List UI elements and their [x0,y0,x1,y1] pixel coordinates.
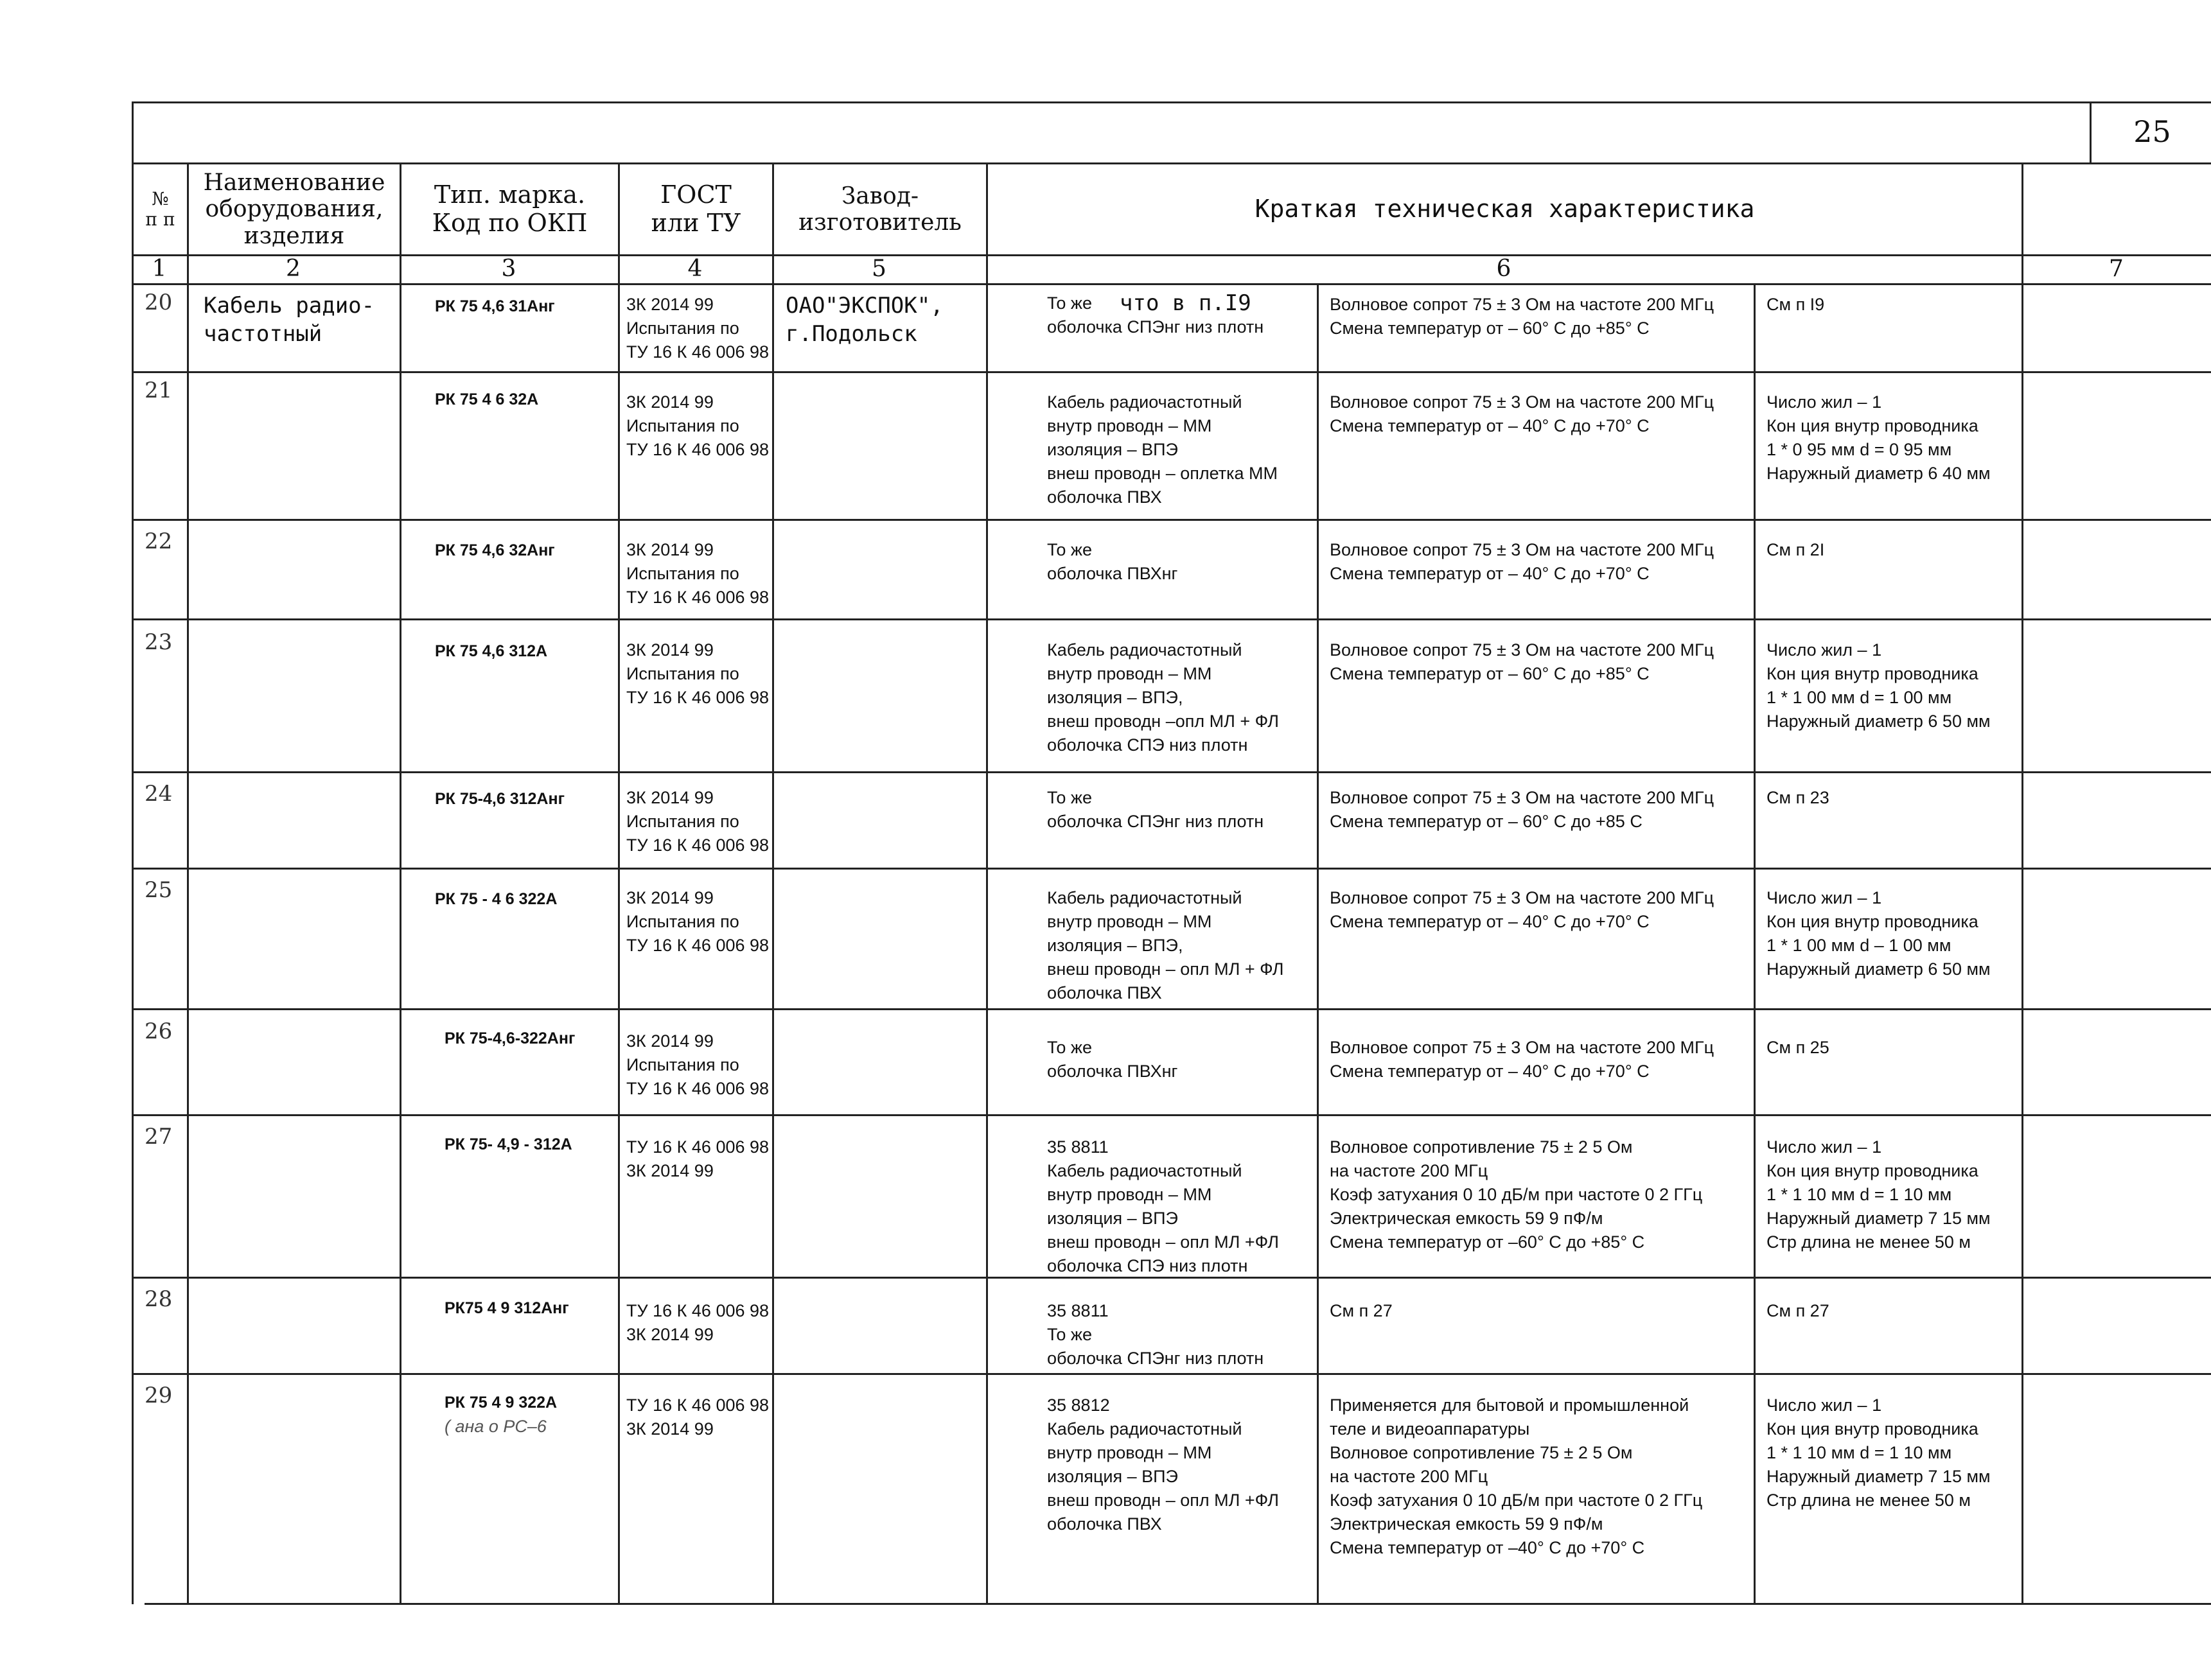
col-sep-3 [618,162,620,1604]
description-cell: То же оболочка ПВХнг [1047,1038,1178,1081]
col-sep-2 [400,162,401,1604]
gost-cell: ТУ 16 К 46 006 98 3К 2014 99 [626,1396,770,1439]
row-sep-21 [132,519,2211,521]
frame-left-line [132,101,134,1604]
gost-cell: 3К 2014 99 Испытания по ТУ 16 К 46 006 98 [626,540,770,607]
cable-mark: РК 75 4 9 322А [445,1394,558,1412]
row-sep-28 [132,1373,2211,1375]
cable-mark: РК 75-4,6-322Анг [445,1029,576,1047]
extra-cell: Число жил – 1 Кон ция внутр проводника 1 * 1 00 мм d = 1 00 мм Наружный диаметр 6 50 мм [1766,640,1991,731]
spec-cell: Волновое сопрот 75 ± 3 Ом на частоте 200 МГц Смена температур от – 60° С до +85° С [1330,640,1714,683]
row-number: 26 [145,1019,173,1044]
row-number: 24 [145,781,173,807]
spec-cell: Волновое сопрот 75 ± 3 Ом на частоте 200 МГц Смена температур от – 40° С до +70° С [1330,1038,1714,1081]
row-number: 28 [145,1286,173,1312]
frame-bottom-line [145,1603,2211,1605]
description-cell: То же [1047,293,1092,313]
header-manufacturer: Завод- изготовитель [798,182,962,236]
description-cell: 35 8811 То же оболочка СПЭнг низ плотн [1047,1301,1264,1368]
spec-cell: Волновое сопрот 75 ± 3 Ом на частоте 200 МГц Смена температур от – 60° С до +85° С [1330,295,1714,338]
row-sep-25 [132,1008,2211,1010]
extra-cell: См п I9 [1766,295,1825,314]
row-sep-26 [132,1114,2211,1116]
col-sep-1 [187,162,189,1604]
cable-mark-note: ( ана о РС–6 [445,1417,547,1436]
cable-mark: РК 75 4,6 31Анг [435,297,555,315]
sub-sep-b [1754,283,1756,1604]
row-sep-20 [132,371,2211,373]
cable-mark: РК 75 - 4 6 322А [435,890,558,908]
description-cell: Кабель радиочастотный внутр проводн – ММ изоляция – ВПЭ, внеш проводн –опл МЛ + ФЛ оболочка СПЭ низ плотн [1047,640,1279,755]
spec-cell: См п 27 [1330,1301,1393,1320]
row-number: 20 [145,290,173,315]
col-sep-5 [986,162,988,1604]
description-cell: То же оболочка ПВХнг [1047,540,1178,583]
header-type: Тип. марка. Код по ОКП [432,180,588,237]
extra-cell: См п 25 [1766,1038,1829,1057]
spec-cell: Волновое сопрот 75 ± 3 Ом на частоте 200 МГц Смена температур от – 40° С до +70° С [1330,888,1714,931]
gost-cell: 3К 2014 99 Испытания по ТУ 16 К 46 006 98 [626,640,770,707]
gost-cell: ТУ 16 К 46 006 98 3К 2014 99 [626,1301,770,1344]
colnum-2: 2 [286,256,301,282]
spec-cell: Волновое сопрот 75 ± 3 Ом на частоте 200 МГц Смена температур от – 40° С до +70° С [1330,392,1714,435]
extra-cell: Число жил – 1 Кон ция внутр проводника 1 * 0 95 мм d = 0 95 мм Наружный диаметр 6 40 мм [1766,392,1991,483]
gost-cell: 3К 2014 99 Испытания по ТУ 16 К 46 006 98 [626,1031,770,1098]
colnum-7: 7 [2109,256,2124,282]
spec-cell: Применяется для бытовой и промышленной теле и видеоаппаратуры Волновое сопротивление 75 ± 2 5 Ом на частоте 200 МГц Коэф затухания 0 10 дБ/м при частоте 0 2 ГГц Электрическая емкость 59 9 пФ/м Смена температур от –40° С до +70° С [1330,1396,1703,1557]
gost-cell: ТУ 16 К 46 006 98 3К 2014 99 [626,1137,770,1180]
frame-top-line [132,101,2211,103]
colnum-3: 3 [501,256,516,282]
extra-cell: См п 23 [1766,788,1829,807]
colnum-6: 6 [1496,256,1511,282]
header-name: Наименование оборудования, изделия [203,169,385,249]
row-number: 27 [145,1124,173,1150]
gost-cell: 3К 2014 99 Испытания по ТУ 16 К 46 006 98 [626,888,770,955]
colnum-1: 1 [152,256,167,282]
colnum-5: 5 [872,256,886,282]
extra-cell: См п 2I [1766,540,1825,559]
gost-cell: 3К 2014 99 Испытания по ТУ 16 К 46 006 98 [626,392,770,459]
cable-mark: РК 75-4,6 312Анг [435,790,565,808]
row-number: 29 [145,1383,173,1408]
gost-cell: 3К 2014 99 Испытания по ТУ 16 К 46 006 98 [626,788,770,855]
col-sep-4 [772,162,774,1604]
description-cell: 35 8811 Кабель радиочастотный внутр проводн – ММ изоляция – ВПЭ внеш проводн – опл МЛ +ФЛ оболочка СПЭ низ плотн [1047,1137,1279,1275]
sub-sep-a [1317,283,1319,1604]
specification-sheet [132,101,2211,1604]
col-sep-6 [2022,162,2023,1604]
description-cell: 35 8812 Кабель радиочастотный внутр проводн – ММ изоляция – ВПЭ внеш проводн – опл МЛ +ФЛ оболочка ПВХ [1047,1396,1279,1534]
row-sep-23 [132,771,2211,773]
manufacturer-name: ОАО"ЭКСПОК", г.Подольск [786,293,944,347]
product-name: Кабель радио- частотный [204,293,375,347]
description-cell: То же оболочка СПЭнг низ плотн [1047,788,1264,831]
row-number: 23 [145,629,173,655]
cable-mark: РК 75 4,6 32Анг [435,541,555,559]
row-number: 21 [145,378,173,403]
row-sep-24 [132,868,2211,870]
spec-cell: Волновое сопрот 75 ± 3 Ом на частоте 200 МГц Смена температур от – 40° С до +70° С [1330,540,1714,583]
gost-cell: 3К 2014 99 Испытания по ТУ 16 К 46 006 98 [626,295,770,362]
header-number: № п п [145,188,175,230]
row-sep-22 [132,618,2211,620]
spec-cell: Волновое сопротивление 75 ± 2 5 Ом на частоте 200 МГц Коэф затухания 0 10 дБ/м при частоте 0 2 ГГц Электрическая емкость 59 9 пФ/м Смена температур от –60° С до +85° С [1330,1137,1703,1252]
row-number: 25 [145,877,173,903]
description-cell: оболочка СПЭнг низ плотн [1047,317,1264,337]
row-number: 22 [145,529,173,554]
extra-cell: См п 27 [1766,1301,1829,1320]
extra-cell: Число жил – 1 Кон ция внутр проводника 1 * 1 00 мм d – 1 00 мм Наружный диаметр 6 50 мм [1766,888,1991,979]
cable-mark: РК 75 4 6 32А [435,390,539,408]
header-characteristics: Краткая техническая характеристика [1255,195,1755,223]
description-cell: Кабель радиочастотный внутр проводн – ММ изоляция – ВПЭ внеш проводн – оплетка ММ оболочка ПВХ [1047,392,1278,507]
description-handwritten: что в п.I9 [1120,290,1251,316]
cable-mark: РК 75 4,6 312А [435,642,548,660]
colnum-4: 4 [687,256,703,282]
extra-cell: Число жил – 1 Кон ция внутр проводника 1 * 1 10 мм d = 1 10 мм Наружный диаметр 7 15 мм Стр длина не менее 50 м [1766,1137,1991,1252]
description-cell: Кабель радиочастотный внутр проводн – ММ изоляция – ВПЭ, внеш проводн – опл МЛ + ФЛ оболочка ПВХ [1047,888,1284,1002]
header-gost: ГОСТ или ТУ [651,180,741,237]
page-number: 25 [2133,114,2171,149]
cable-mark: РК 75- 4,9 - 312А [445,1135,572,1153]
spec-cell: Волновое сопрот 75 ± 3 Ом на частоте 200 МГц Смена температур от – 60° С до +85 С [1330,788,1714,831]
cable-mark: РК75 4 9 312Анг [445,1299,569,1317]
page-number-box [2090,101,2211,162]
extra-cell: Число жил – 1 Кон ция внутр проводника 1 * 1 10 мм d = 1 10 мм Наружный диаметр 7 15 мм Стр длина не менее 50 м [1766,1396,1991,1510]
